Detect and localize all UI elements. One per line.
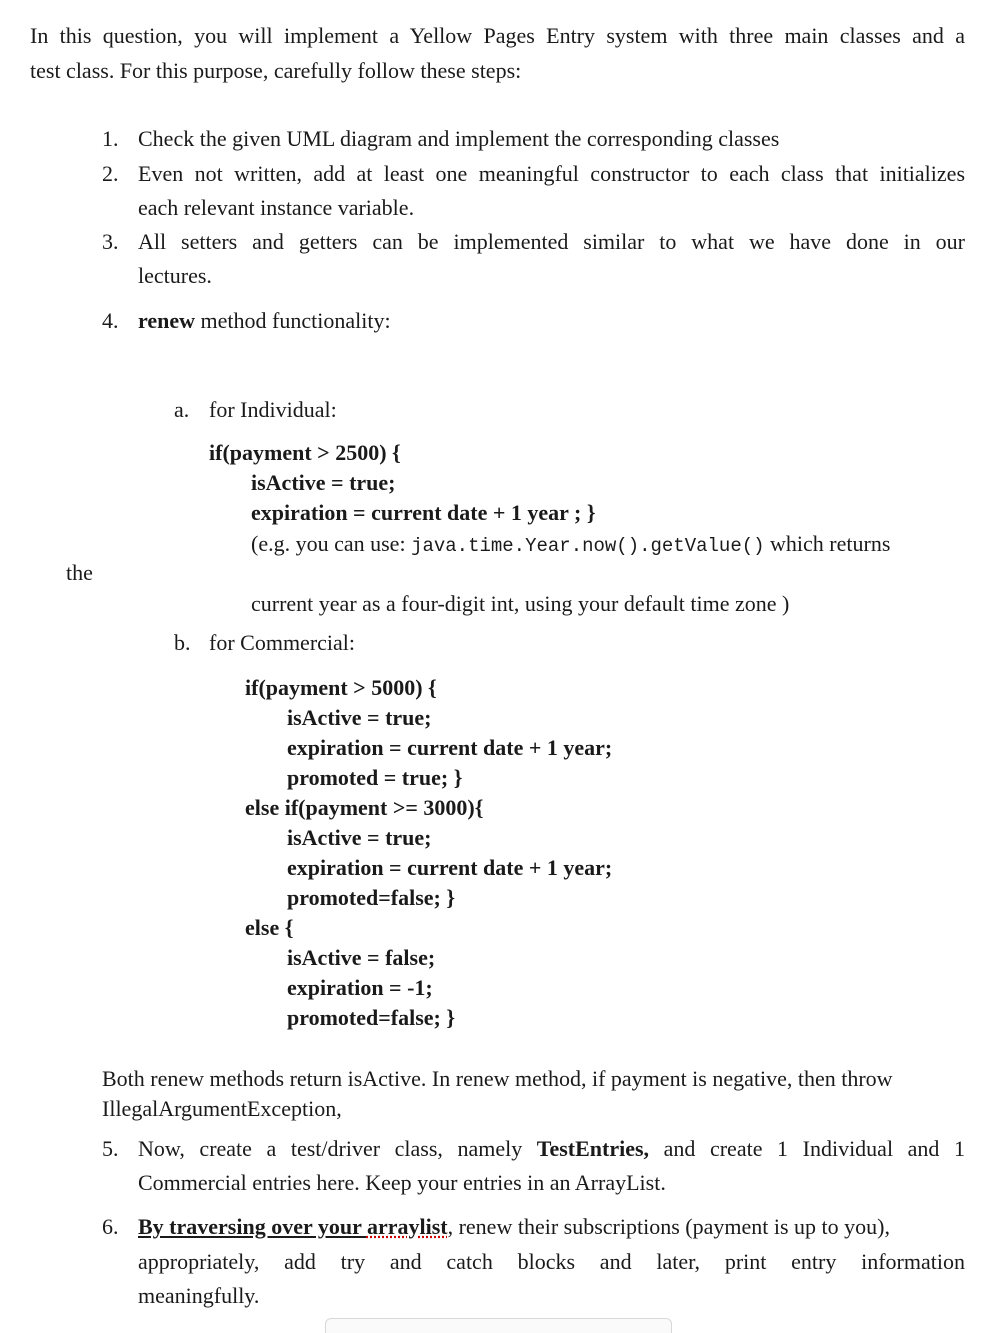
test-entries-keyword: TestEntries, (536, 1136, 650, 1161)
step-6-line-1 (138, 1216, 890, 1238)
commercial-heading: for Commercial: (209, 630, 356, 655)
commercial-code-line-3: expiration = current date + 1 year; (287, 735, 613, 760)
step-4-rest: method functionality: (195, 308, 391, 333)
individual-code-line-2: isActive = true; (251, 470, 396, 495)
commercial-code-line-4: promoted = true; } (287, 765, 463, 790)
commercial-code-line-10: isActive = false; (287, 945, 436, 970)
commercial-code-line-8: promoted=false; } (287, 885, 456, 910)
individual-marker: a. (174, 397, 190, 422)
step-5-pre: Now, create a test/driver class, namely (138, 1136, 537, 1161)
stray-word: the (66, 560, 93, 585)
step-4-number: 4. (102, 308, 119, 333)
commercial-code-line-11: expiration = -1; (287, 975, 433, 1000)
both-line-2: IllegalArgumentException, (102, 1096, 342, 1121)
individual-heading: for Individual: (209, 397, 337, 422)
note-code: java.time.Year.now().getValue() (411, 535, 765, 557)
arraylist-word: arraylist (366, 1214, 448, 1239)
step-6-line-3: meaningfully. (138, 1283, 260, 1308)
commercial-code-line-9: else { (245, 915, 294, 940)
both-line-1: Both renew methods return isActive. In renew method, if payment is negative, then throw (102, 1066, 893, 1091)
step-5-post: and create 1 Individual and 1 (649, 1136, 965, 1161)
step-6-rest: , renew their subscriptions (payment is up to you), (447, 1214, 890, 1239)
step-6-line-2: appropriately, add try and catch blocks and later, print entry information (138, 1249, 965, 1274)
renew-keyword: renew (138, 308, 196, 333)
step-3-number: 3. (102, 229, 119, 254)
step-4-text (138, 310, 391, 332)
note-suffix: which returns (764, 531, 891, 556)
step-3-line-2: lectures. (138, 263, 212, 288)
page-bottom-fragment (325, 1318, 672, 1333)
step-5-line-2: Commercial entries here. Keep your entries in an ArrayList. (138, 1170, 666, 1195)
step-2-line-2: each relevant instance variable. (138, 195, 415, 220)
individual-code-line-1: if(payment > 2500) { (209, 440, 401, 465)
step-5-line-1 (138, 1138, 965, 1160)
commercial-code-line-7: expiration = current date + 1 year; (287, 855, 613, 880)
step-3-line-1: All setters and getters can be implemented similar to what we have done in our (138, 229, 965, 254)
commercial-code-line-12: promoted=false; } (287, 1005, 456, 1030)
commercial-code-line-6: isActive = true; (287, 825, 432, 850)
step-6-number: 6. (102, 1214, 119, 1239)
individual-note-line-2: current year as a four-digit int, using your default time zone ) (251, 591, 790, 616)
intro-line-1: In this question, you will implement a Yellow Pages Entry system with three main classes and a (30, 23, 965, 48)
commercial-marker: b. (174, 630, 191, 655)
commercial-code-line-5: else if(payment >= 3000){ (245, 795, 484, 820)
step-5-number: 5. (102, 1136, 119, 1161)
traversing-phrase: By traversing over your (138, 1214, 367, 1239)
intro-line-2: test class. For this purpose, carefully follow these steps: (30, 58, 522, 83)
individual-note-line-1 (251, 533, 890, 556)
step-2-line-1: Even not written, add at least one meaningful constructor to each class that initializes (138, 161, 965, 186)
commercial-code-line-2: isActive = true; (287, 705, 432, 730)
step-2-number: 2. (102, 161, 119, 186)
individual-code-line-3: expiration = current date + 1 year ; } (251, 500, 596, 525)
commercial-code-line-1: if(payment > 5000) { (245, 675, 437, 700)
step-1-number: 1. (102, 126, 119, 151)
step-1-text: Check the given UML diagram and implement the corresponding classes (138, 126, 780, 151)
note-prefix: (e.g. you can use: (251, 531, 412, 556)
